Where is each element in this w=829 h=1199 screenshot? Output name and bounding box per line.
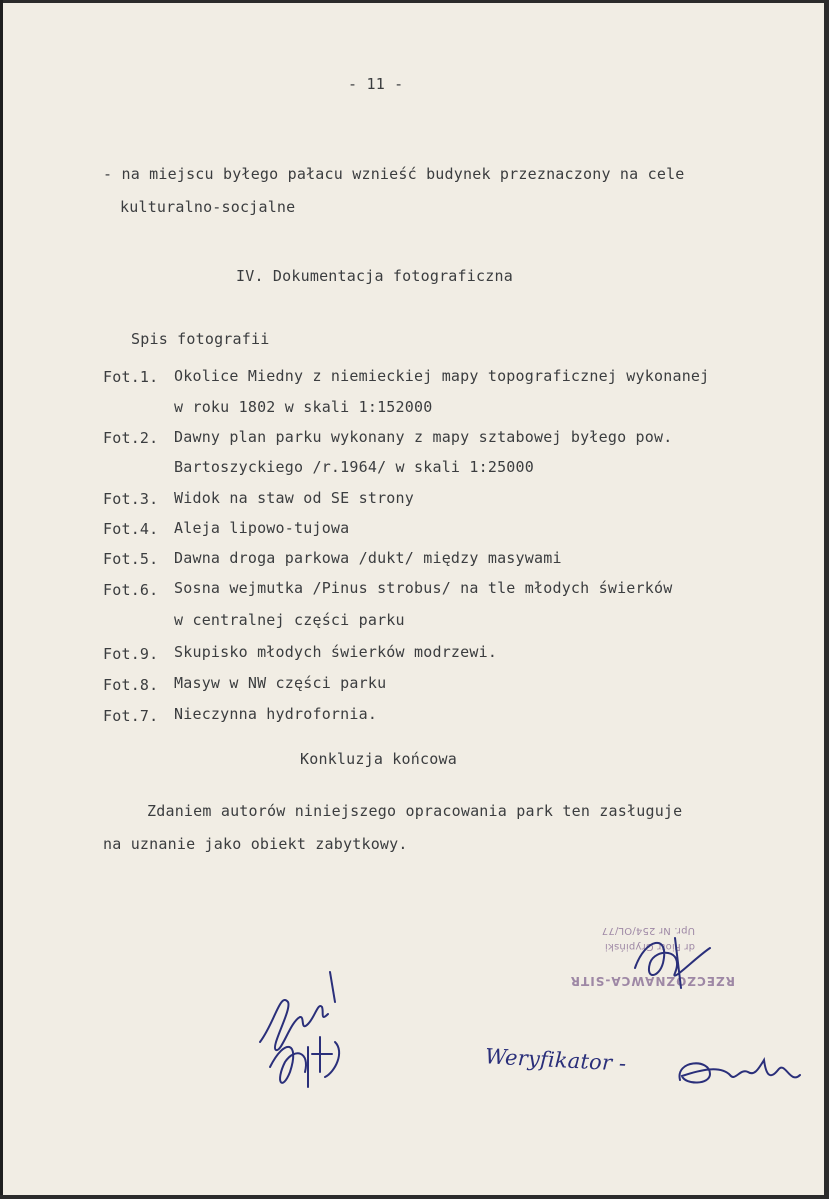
- signature-expert: [615, 918, 735, 998]
- photo-list-title: Spis fotografii: [131, 330, 270, 348]
- intro-line-1: - na miejscu byłego pałacu wznieść budynek przeznaczony na cele: [103, 165, 685, 183]
- photo-label: Fot.4.: [103, 520, 159, 538]
- photo-description: Dawny plan parku wykonany z mapy sztabowej byłego pow.: [174, 428, 673, 446]
- photo-label: Fot.6.: [103, 581, 159, 599]
- signature-author-1: [250, 962, 370, 1102]
- photo-description: Aleja lipowo-tujowa: [174, 519, 350, 537]
- photo-label: Fot.8.: [103, 676, 159, 694]
- conclusion-title: Konkluzja końcowa: [300, 750, 457, 768]
- photo-label: Fot.7.: [103, 707, 159, 725]
- photo-label: Fot.1.: [103, 368, 159, 386]
- scan-edge-bottom: [0, 1195, 829, 1199]
- conclusion-line-2: na uznanie jako obiekt zabytkowy.: [103, 835, 408, 853]
- photo-description: Widok na staw od SE strony: [174, 489, 414, 507]
- photo-label: Fot.3.: [103, 490, 159, 508]
- scan-edge-left: [0, 0, 3, 1199]
- stamp-name: dr Piotr Grypiński: [604, 941, 695, 952]
- stamp-title: RZECZOZNAWCA-SITR: [569, 974, 735, 988]
- scan-edge-right: [824, 0, 829, 1199]
- photo-description-continued: w centralnej części parku: [174, 611, 405, 629]
- photo-label: Fot.2.: [103, 429, 159, 447]
- page-number: - 11 -: [348, 75, 404, 93]
- scan-edge-top: [0, 0, 829, 3]
- photo-description: Skupisko młodych świerków modrzewi.: [174, 643, 498, 661]
- signature-verifier: [670, 1040, 810, 1100]
- photo-description: Nieczynna hydrofornia.: [174, 705, 378, 723]
- photo-description-continued: w roku 1802 w skali 1:152000: [174, 398, 433, 416]
- photo-label: Fot.9.: [103, 645, 159, 663]
- intro-line-2: kulturalno-socjalne: [120, 198, 296, 216]
- verifier-label: Weryfikator -: [484, 1044, 627, 1076]
- section-title: IV. Dokumentacja fotograficzna: [236, 267, 513, 285]
- photo-description: Masyw w NW części parku: [174, 674, 387, 692]
- conclusion-line-1: Zdaniem autorów niniejszego opracowania park ten zasługuje: [147, 802, 683, 820]
- photo-label: Fot.5.: [103, 550, 159, 568]
- photo-description: Dawna droga parkowa /dukt/ między masywami: [174, 549, 562, 567]
- stamp-license: Upr. Nr 254/OL/77: [601, 925, 695, 936]
- photo-description: Sosna wejmutka /Pinus strobus/ na tle młodych świerków: [174, 579, 673, 597]
- photo-description: Okolice Miedny z niemieckiej mapy topograficznej wykonanej: [174, 367, 710, 385]
- photo-description-continued: Bartoszyckiego /r.1964/ w skali 1:25000: [174, 458, 534, 476]
